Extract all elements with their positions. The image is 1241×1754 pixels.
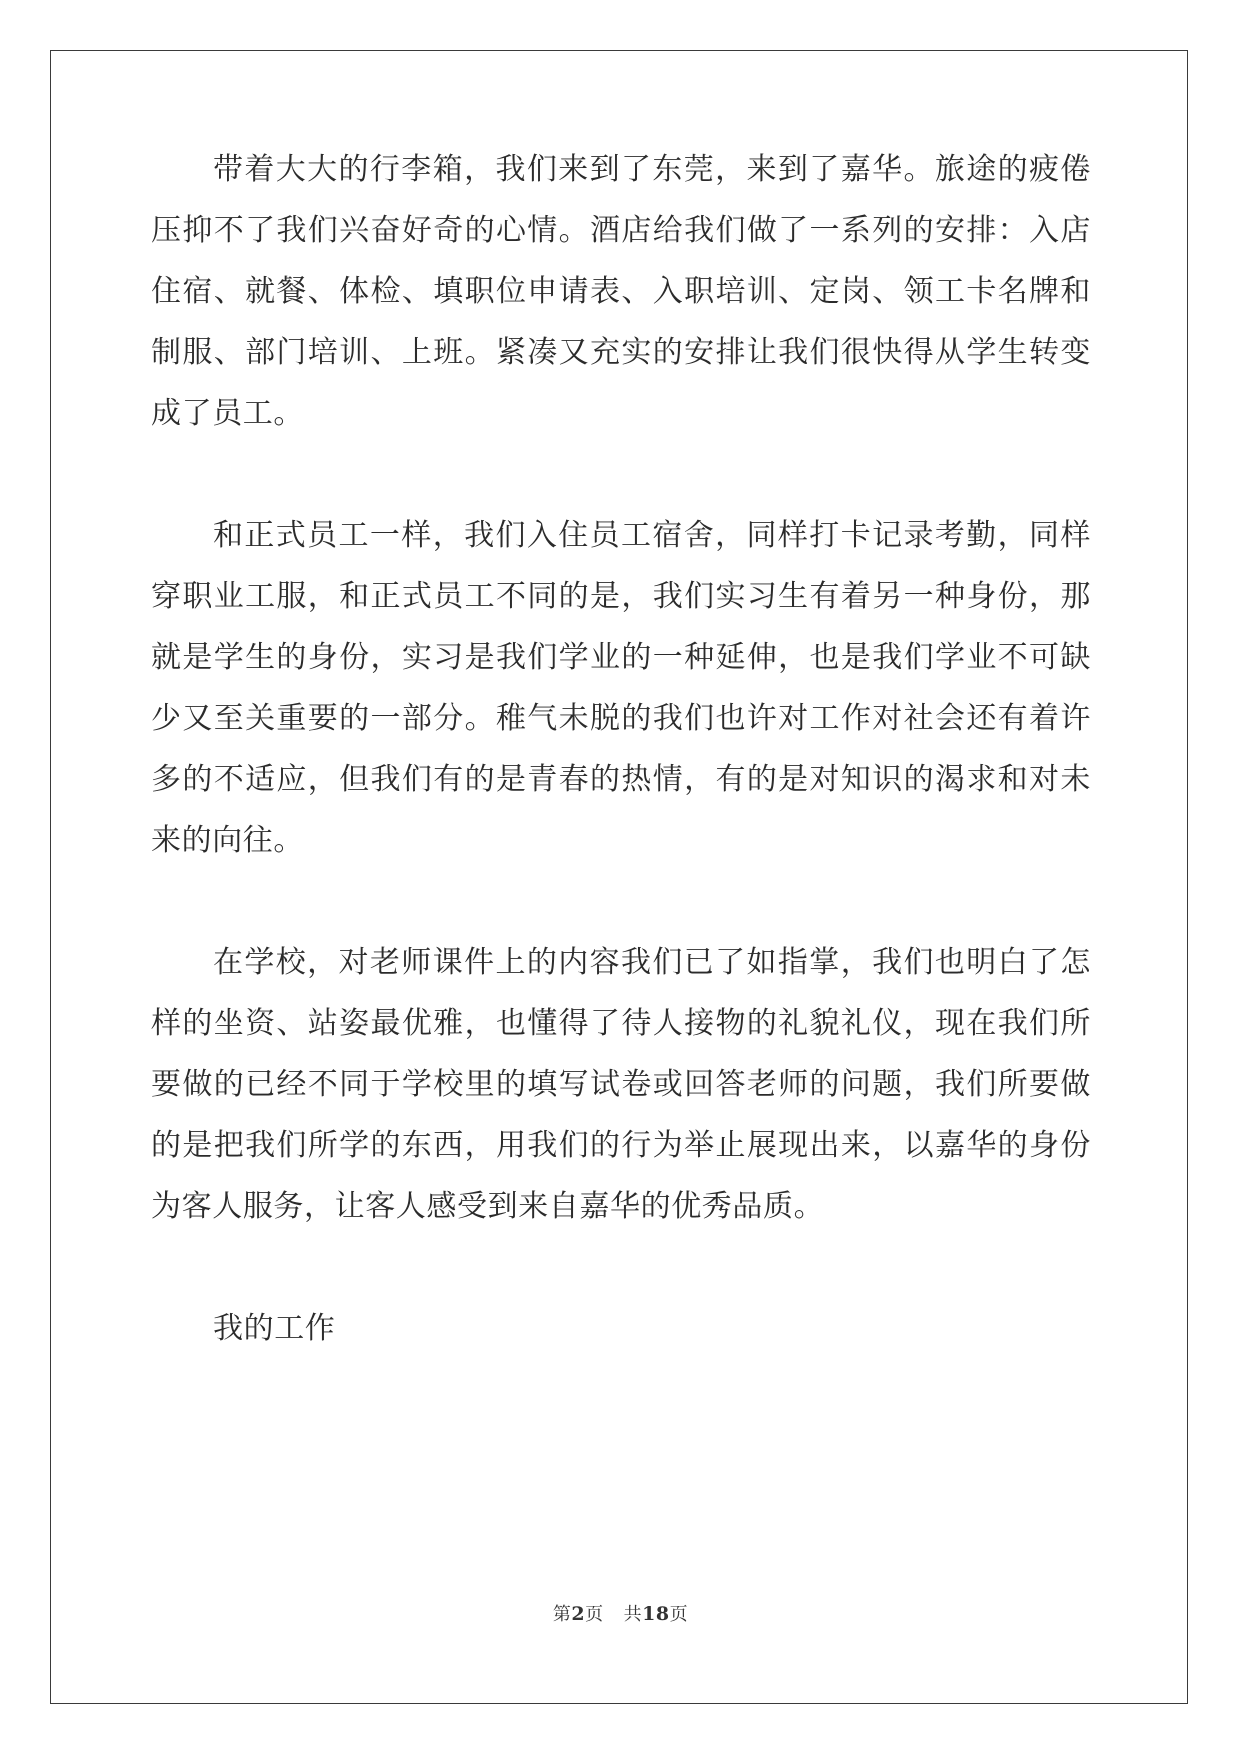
section-heading-text: 我的工作 <box>213 1311 336 1346</box>
paragraph-text: 在学校，对老师课件上的内容我们已了如指掌，我们也明白了怎样的坐资、站姿最优雅，也懂得了待人接物的礼貌礼仪，现在我们所要做的已经不同于学校里的填写试卷或回答老师的问题，我们所要做的是把我们所学的东西，用我们的行为举止展现出来，以嘉华的身份为客人服务，让客人感受到来自嘉华的优秀品质。 <box>151 945 1091 1224</box>
paragraph-text: 带着大大的行李箱，我们来到了东莞，来到了嘉华。旅途的疲倦压抑不了我们兴奋好奇的心情。酒店给我们做了一系列的安排：入店住宿、就餐、体检、填职位申请表、入职培训、定岗、领工卡名牌和制服、部门培训、上班。紧凑又充实的安排让我们很快得从学生转变成了员工。 <box>151 152 1091 431</box>
total-suffix: 页 <box>669 1604 689 1625</box>
paragraph-text: 和正式员工一样，我们入住员工宿舍，同样打卡记录考勤，同样穿职业工服，和正式员工不同的是，我们实习生有着另一种身份，那就是学生的身份，实习是我们学业的一种延伸，也是我们学业不可缺少又至关重要的一部分。稚气未脱的我们也许对工作对社会还有着许多的不适应，但我们有的是青春的热情，有的是对知识的渴求和对未来的向往。 <box>151 518 1091 858</box>
paragraph-arrival <box>151 139 1091 444</box>
section-heading-my-work <box>151 1298 1091 1359</box>
page-prefix: 第 <box>552 1604 572 1625</box>
total-pages: 18 <box>642 1603 670 1625</box>
paragraph-school <box>151 932 1091 1237</box>
page-suffix: 页 <box>585 1604 604 1625</box>
paragraph-identity <box>151 505 1091 871</box>
page-footer <box>0 1600 1241 1626</box>
page-number: 2 <box>571 1603 586 1625</box>
total-prefix: 共 <box>623 1604 643 1625</box>
